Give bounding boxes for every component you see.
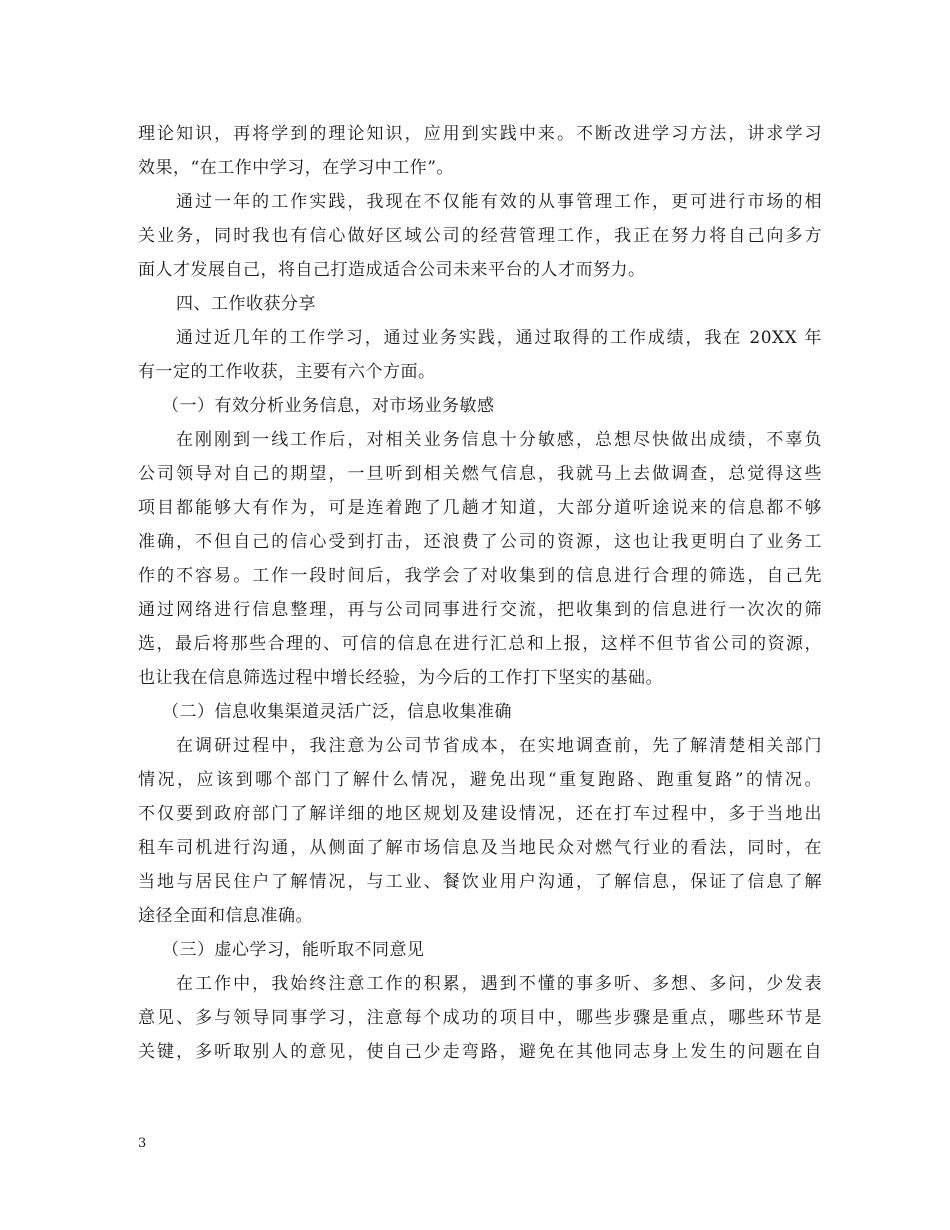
text-line: 项目都能够大有作为，可是连着跑了几趟才知道，大部分道听途说来的信息都不够 bbox=[138, 498, 822, 518]
text-line: 在刚刚到一线工作后，对相关业务信息十分敏感，总想尽快做出成绩，不辜负 bbox=[176, 430, 822, 450]
subsection-heading: （二）信息收集渠道灵活广泛，信息收集准确 bbox=[162, 702, 512, 722]
text-line: 效果，“在工作中学习，在学习中工作”。 bbox=[138, 158, 454, 178]
text-line: 准确，不但自己的信心受到打击，还浪费了公司的资源，这也让我更明白了业务工 bbox=[138, 532, 822, 552]
text-line: 情况，应该到哪个部门了解什么情况，避免出现“重复跑路、跑重复路”的情况。 bbox=[138, 770, 822, 790]
text-line: 有一定的工作收获，主要有六个方面。 bbox=[138, 362, 436, 382]
text-line: 作的不容易。工作一段时间后，我学会了对收集到的信息进行合理的筛选，自己先 bbox=[138, 566, 822, 586]
text-line: 通过网络进行信息整理，再与公司同事进行交流，把收集到的信息进行一次次的筛 bbox=[138, 600, 822, 620]
text-line: 意见、多与领导同事学习，注意每个成功的项目中，哪些步骤是重点，哪些环节是 bbox=[138, 1008, 822, 1028]
text-line: 理论知识，再将学到的理论知识，应用到实践中来。不断改进学习方法，讲求学习 bbox=[138, 124, 822, 144]
text-line: 选，最后将那些合理的、可信的信息在进行汇总和上报，这样不但节省公司的资源， bbox=[138, 634, 822, 654]
text-line: 在调研过程中，我注意为公司节省成本，在实地调查前，先了解清楚相关部门 bbox=[176, 736, 822, 756]
subsection-heading: （一）有效分析业务信息，对市场业务敏感 bbox=[162, 396, 495, 416]
text-line: 通过一年的工作实践，我现在不仅能有效的从事管理工作，更可进行市场的相 bbox=[176, 192, 822, 212]
text-line: 不仅要到政府部门了解详细的地区规划及建设情况，还在打车过程中，多于当地出 bbox=[138, 804, 822, 824]
text-line: 租车司机进行沟通，从侧面了解市场信息及当地民众对燃气行业的看法，同时，在 bbox=[138, 838, 822, 858]
page-number: 3 bbox=[138, 1136, 147, 1151]
text-line: 也让我在信息筛选过程中增长经验，为今后的工作打下坚实的基础。 bbox=[138, 668, 663, 688]
text-line: 途径全面和信息准确。 bbox=[138, 906, 313, 926]
section-heading: 四、工作收获分享 bbox=[176, 294, 316, 314]
text-line: 在工作中，我始终注意工作的积累，遇到不懂的事多听、多想、多问，少发表 bbox=[176, 974, 822, 994]
text-line: 面人才发展自己，将自己打造成适合公司未来平台的人才而努力。 bbox=[138, 260, 646, 280]
text-line: 关业务，同时我也有信心做好区域公司的经营管理工作，我正在努力将自己向多方 bbox=[138, 226, 822, 246]
document-page bbox=[138, 117, 822, 1069]
text-line: 当地与居民住户了解情况，与工业、餐饮业用户沟通，了解信息，保证了信息了解 bbox=[138, 872, 822, 892]
subsection-heading: （三）虚心学习，能听取不同意见 bbox=[162, 940, 425, 960]
text-line: 通过近几年的工作学习，通过业务实践，通过取得的工作成绩，我在 20XX 年 bbox=[176, 328, 822, 348]
text-line: 关键，多听取别人的意见，使自己少走弯路，避免在其他同志身上发生的问题在自 bbox=[138, 1042, 822, 1062]
text-line: 公司领导对自己的期望，一旦听到相关燃气信息，我就马上去做调查，总觉得这些 bbox=[138, 464, 822, 484]
